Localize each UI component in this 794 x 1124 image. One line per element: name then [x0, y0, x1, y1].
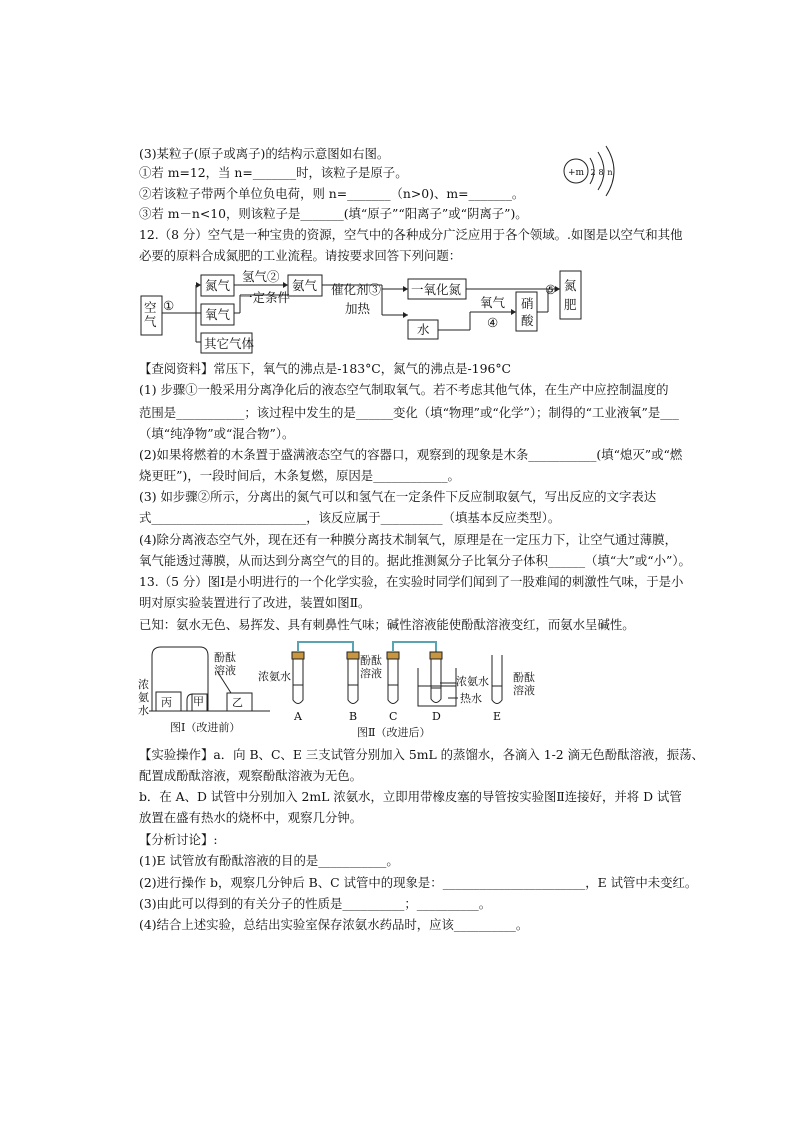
flow-step-5: ⑤: [545, 282, 557, 297]
flow-nitrogen: 氮气: [205, 278, 231, 293]
q3-intro: (3)某粒子(原子或离子)的结构示意图如右图。: [139, 146, 390, 161]
q13-op-b-2: 放置在盛有热水的烧杯中，观察几分钟。: [139, 810, 363, 825]
atom-shell3-label: n: [607, 168, 613, 177]
flow-nitric-acid: 硝酸: [521, 296, 534, 328]
atom-shell2-label: 8: [598, 168, 604, 177]
fig1-caption: 图Ⅰ（改进前）: [170, 721, 241, 734]
flow-step-4: ④: [487, 315, 499, 330]
q13-d2: (2)进行操作 b，观察几分钟后 B、C 试管中的现象是：_______________________，E 试管中未变红。: [139, 875, 698, 890]
q12-stem-2: 必要的原料合成氮肥的工业流程。请按要求回答下列问题：: [139, 248, 462, 263]
q13-known: 已知：氨水无色、易挥发、具有刺鼻性气味；碱性溶液能使酚酞溶液变红，而氨水呈碱性。: [139, 617, 635, 632]
q13-d3: (3)由此可以得到的有关分子的性质是__________；__________。: [139, 896, 492, 911]
fig1-phen-2: 溶液: [214, 664, 236, 677]
q3-item-3: ③若 m－n<10，则该粒子是_______(填“原子”“阳离子”或“阴离子”)。: [139, 206, 528, 221]
q12-p2-b: 烧更旺”)，一段时间后，木条复燃，原因是____________。: [139, 468, 460, 483]
q12-p4-a: (4)除分离液态空气外，现在还有一种膜分离技术制氧气，原理是在一定压力下，让空气通过薄膜，: [139, 532, 677, 547]
fig2-phen2-1: 酚酞: [513, 671, 535, 684]
q3-item-1: ①若 m=12，当 n=_______时，该粒子是原子。: [139, 165, 408, 180]
fig1-jia: 甲: [193, 695, 204, 708]
flow-ammonia: 氨气: [292, 278, 318, 293]
fig1-ammonia-3: 水: [138, 704, 149, 717]
flow-oxygen-2: 氧气: [480, 295, 506, 310]
fig2-phen2-2: 溶液: [513, 684, 535, 697]
atom-structure-diagram: [564, 146, 614, 196]
flow-fertilizer: 氮肥: [564, 278, 577, 312]
fig2-caption: 图Ⅱ（改进后）: [357, 726, 431, 739]
flow-labels: [144, 269, 556, 351]
q12-stem-1: 12.（8 分）空气是一种宝贵的资源，空气中的各种成分广泛应用于各个领域。.如图是以空气和其他: [139, 227, 683, 242]
flow-no: 一氧化氮: [411, 282, 462, 297]
flow-catalyst: 催化剂③: [331, 282, 382, 297]
q12-info: 【查阅资料】常压下，氧气的沸点是-183°C，氮气的沸点是-196°C: [139, 361, 512, 376]
fig1-yi: 乙: [232, 696, 243, 709]
fig2-label-C: C: [389, 710, 398, 723]
atom-nucleus-label: +m: [567, 168, 585, 178]
q12-p1-c: （填“纯净物”或“混合物”）。: [139, 426, 295, 441]
flow-condition: 一定条件: [240, 290, 291, 305]
flow-water: 水: [417, 322, 430, 337]
fig2-ammonia: 浓氨水: [258, 670, 291, 683]
fig2-hot-water: 热水: [460, 692, 482, 705]
q13-op-a-2: 配置成酚酞溶液，观察酚酞溶液为无色。: [139, 768, 363, 783]
q13-d4: (4)结合上述实验，总结出实验室保存浓氨水药品时，应该__________。: [139, 917, 529, 932]
fig1-ammonia-2: 氨: [138, 691, 149, 704]
q13-op-b-1: b．在 A、D 试管中分别加入 2mL 浓氨水，立即用带橡皮塞的导管按实验图Ⅱ连接好，并将 D 试管: [139, 789, 682, 804]
flow-step-1: ①: [163, 298, 175, 313]
fig2-label-A: A: [294, 710, 302, 723]
fig2-ammonia-2: 浓氨水: [456, 675, 489, 688]
q12-p2-a: (2)如果将燃着的木条置于盛满液态空气的容器口，观察到的现象是木条___________(填“熄灭”或“燃: [139, 447, 683, 462]
fig2-label-D: D: [432, 710, 441, 723]
flow-hydrogen: 氢气②: [242, 269, 280, 284]
figure-1-labels: [138, 650, 243, 734]
q12-p3-b: 式_________________________，该反应属于__________（填基本反应类型）。: [139, 510, 561, 525]
figure-2-labels: [258, 653, 535, 739]
flow-air-2: 气: [144, 314, 157, 329]
q13-discussion: 【分析讨论】:: [139, 832, 218, 847]
fig2-phen-1: 酚酞: [360, 654, 382, 667]
fig1-ammonia-1: 浓: [138, 678, 149, 691]
q3-item-2: ②若该粒子带两个单位负电荷，则 n=_______（n>0)、m=_______。: [139, 186, 525, 201]
atom-shell1-label: 2: [590, 168, 596, 177]
flow-heat: 加热: [345, 301, 371, 316]
q12-p1-a: (1) 步骤①一般采用分离净化后的液态空气制取氧气。若不考虑其他气体，在生产中应控制温度的: [139, 382, 669, 397]
flow-other-gas: 其它气体: [204, 336, 255, 351]
fig2-label-E: E: [493, 710, 502, 723]
q12-p1-b: 范围是___________；该过程中发生的是______变化（填“物理”或“化学”）；制得的“工业液氧”是___: [139, 405, 679, 420]
fig2-label-B: B: [349, 710, 358, 723]
flow-oxygen: 氧气: [205, 307, 231, 322]
fig2-phen-2: 溶液: [360, 667, 382, 680]
fig1-bing: 丙: [161, 696, 172, 709]
q13-d1: (1)E 试管放有酚酞溶液的目的是___________。: [139, 853, 399, 868]
flow-air-1: 空: [144, 300, 157, 315]
q13-stem-1: 13.（5 分）图Ⅰ是小明进行的一个化学实验，在实验时同学们闻到了一股难闻的刺激性气味，于是小: [139, 574, 684, 589]
q13-op-a-1: 【实验操作】a．向 B、C、E 三支试管分别加入 5mL 的蒸馏水，各滴入 1-2 滴无色酚酞溶液，振荡、: [139, 747, 704, 762]
q12-p3-a: (3) 如步骤②所示，分离出的氮气可以和氢气在一定条件下反应制取氨气，写出反应的文字表达: [139, 489, 657, 504]
fig1-phen-1: 酚酞: [214, 651, 236, 664]
q13-stem-2: 明对原实验装置进行了改进，装置如图Ⅱ。: [139, 595, 371, 610]
q12-p4-b: 氧气能透过薄膜，从而达到分离空气的目的。据此推测氮分子比氧分子体积______（填“大”或“小”）。: [139, 553, 691, 568]
